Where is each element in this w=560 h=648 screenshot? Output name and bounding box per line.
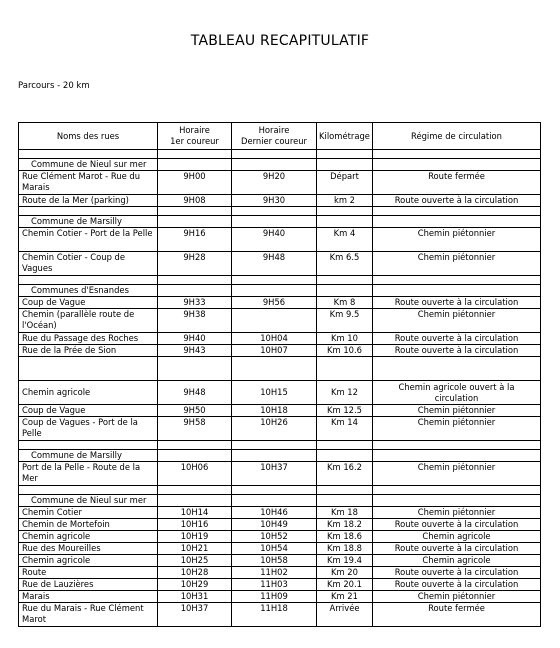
mileage-cell: Arrivée [317, 603, 373, 627]
table-row [19, 531, 541, 543]
first-runner-time-cell: 10H29 [158, 579, 232, 591]
first-runner-time-cell: 10H25 [158, 555, 232, 567]
street-name-cell: Route de la Mer (parking) [19, 195, 158, 207]
commune-name: Communes d'Esnandes [19, 285, 158, 297]
traffic-regime-cell: Route ouverte à la circulation [373, 567, 541, 579]
last-runner-time-cell: 11H02 [232, 567, 317, 579]
street-name-cell: Rue du Marais - Rue Clément Marot [19, 603, 158, 627]
mileage-cell: Km 9.5 [317, 309, 373, 333]
mileage-cell: Km 4 [317, 228, 373, 252]
traffic-regime-cell: Chemin piétonnier [373, 252, 541, 276]
first-runner-time-cell: 10H28 [158, 567, 232, 579]
spacer-row [19, 276, 541, 285]
street-name-cell [19, 357, 158, 381]
traffic-regime-cell: Chemin agricole ouvert à la circulation [373, 381, 541, 405]
table-row [19, 603, 541, 627]
first-runner-time-cell: 10H06 [158, 462, 232, 486]
last-runner-time-cell: 10H46 [232, 507, 317, 519]
first-runner-time-cell: 10H14 [158, 507, 232, 519]
spacer-row [19, 486, 541, 495]
empty-cell [317, 159, 373, 171]
street-name-cell: Rue de Lauzières [19, 579, 158, 591]
last-runner-time-cell: 10H37 [232, 462, 317, 486]
empty-cell [317, 216, 373, 228]
street-name-cell: Chemin agricole [19, 555, 158, 567]
table-body [19, 150, 541, 627]
spacer-cell [373, 276, 541, 285]
mileage-cell: Km 16.2 [317, 462, 373, 486]
empty-cell [317, 495, 373, 507]
street-name-cell: Rue des Moureilles [19, 543, 158, 555]
table-row [19, 297, 541, 309]
commune-section-row [19, 285, 541, 297]
spacer-cell [19, 486, 158, 495]
last-runner-time-cell: 9H48 [232, 252, 317, 276]
spacer-cell [19, 276, 158, 285]
last-runner-time-cell: 10H04 [232, 333, 317, 345]
table-row [19, 252, 541, 276]
last-runner-time-cell: 9H30 [232, 195, 317, 207]
last-runner-time-cell: 10H54 [232, 543, 317, 555]
spacer-row [19, 441, 541, 450]
traffic-regime-cell: Route fermée [373, 171, 541, 195]
spacer-cell [373, 207, 541, 216]
spacer-cell [232, 207, 317, 216]
last-runner-time-cell: 10H15 [232, 381, 317, 405]
traffic-regime-cell: Route ouverte à la circulation [373, 195, 541, 207]
last-runner-time-cell [232, 309, 317, 333]
traffic-regime-cell: Chemin agricole [373, 531, 541, 543]
table-row [19, 405, 541, 417]
street-name-cell: Chemin agricole [19, 531, 158, 543]
spacer-row [19, 150, 541, 159]
table-row [19, 333, 541, 345]
commune-name: Commune de Nieul sur mer [19, 495, 158, 507]
empty-cell [232, 285, 317, 297]
table-row [19, 417, 541, 441]
first-runner-time-cell: 9H48 [158, 381, 232, 405]
last-runner-time-cell: 9H20 [232, 171, 317, 195]
traffic-regime-cell: Chemin piétonnier [373, 228, 541, 252]
table-row [19, 195, 541, 207]
spacer-cell [232, 441, 317, 450]
empty-cell [232, 495, 317, 507]
first-runner-time-cell: 9H28 [158, 252, 232, 276]
spacer-cell [158, 486, 232, 495]
first-runner-time-cell: 9H40 [158, 333, 232, 345]
last-runner-time-cell: 10H07 [232, 345, 317, 357]
traffic-regime-cell: Chemin agricole [373, 555, 541, 567]
empty-cell [158, 216, 232, 228]
header-street-names: Noms des rues [19, 123, 158, 150]
traffic-regime-cell: Chemin piétonnier [373, 417, 541, 441]
header-first-runner-line2: 1er coureur [170, 136, 219, 146]
mileage-cell: Km 18.2 [317, 519, 373, 531]
spacer-cell [232, 150, 317, 159]
spacer-cell [317, 207, 373, 216]
last-runner-time-cell: 10H58 [232, 555, 317, 567]
mileage-cell: Km 12 [317, 381, 373, 405]
commune-name: Commune de Marsilly [19, 450, 158, 462]
empty-cell [373, 285, 541, 297]
spacer-cell [373, 150, 541, 159]
mileage-cell: Km 18 [317, 507, 373, 519]
spacer-cell [158, 207, 232, 216]
page-title: TABLEAU RECAPITULATIF [190, 33, 370, 49]
first-runner-time-cell: 9H58 [158, 417, 232, 441]
table-row [19, 462, 541, 486]
street-name-cell: Rue de la Prée de Sion [19, 345, 158, 357]
commune-name: Commune de Nieul sur mer [19, 159, 158, 171]
street-name-cell: Chemin (parallèle route de l'Océan) [19, 309, 158, 333]
spacer-cell [19, 207, 158, 216]
traffic-regime-cell: Chemin piétonnier [373, 462, 541, 486]
first-runner-time-cell: 9H38 [158, 309, 232, 333]
summary-table [18, 122, 541, 627]
course-subtitle: Parcours - 20 km [18, 81, 90, 91]
traffic-regime-cell: Route ouverte à la circulation [373, 519, 541, 531]
street-name-cell: Chemin Cotier - Coup de Vagues [19, 252, 158, 276]
empty-cell [373, 450, 541, 462]
mileage-cell: Km 19.4 [317, 555, 373, 567]
empty-cell [317, 285, 373, 297]
street-name-cell: Chemin Cotier [19, 507, 158, 519]
empty-cell [232, 216, 317, 228]
mileage-cell: Km 20.1 [317, 579, 373, 591]
traffic-regime-cell: Chemin piétonnier [373, 507, 541, 519]
mileage-cell: Km 21 [317, 591, 373, 603]
empty-cell [158, 159, 232, 171]
street-name-cell: Coup de Vague [19, 297, 158, 309]
table-row [19, 228, 541, 252]
spacer-cell [158, 150, 232, 159]
commune-name: Commune de Marsilly [19, 216, 158, 228]
header-last-runner-line1: Horaire [258, 125, 290, 135]
table-row [19, 591, 541, 603]
first-runner-time-cell: 10H31 [158, 591, 232, 603]
table-row [19, 567, 541, 579]
last-runner-time-cell: 10H26 [232, 417, 317, 441]
table-row [19, 345, 541, 357]
spacer-cell [19, 150, 158, 159]
traffic-regime-cell: Route fermée [373, 603, 541, 627]
empty-cell [373, 495, 541, 507]
header-mileage: Kilométrage [317, 123, 373, 150]
table-row [19, 309, 541, 333]
spacer-cell [158, 441, 232, 450]
last-runner-time-cell: 11H09 [232, 591, 317, 603]
mileage-cell: Départ [317, 171, 373, 195]
last-runner-time-cell: 10H18 [232, 405, 317, 417]
empty-cell [373, 159, 541, 171]
traffic-regime-cell: Route ouverte à la circulation [373, 345, 541, 357]
last-runner-time-cell: 10H49 [232, 519, 317, 531]
header-first-runner [158, 123, 232, 150]
first-runner-time-cell: 10H21 [158, 543, 232, 555]
commune-section-row [19, 216, 541, 228]
empty-cell [158, 495, 232, 507]
traffic-regime-cell: Chemin piétonnier [373, 309, 541, 333]
spacer-cell [373, 441, 541, 450]
street-name-cell: Route [19, 567, 158, 579]
traffic-regime-cell: Route ouverte à la circulation [373, 543, 541, 555]
commune-section-row [19, 159, 541, 171]
table-row [19, 543, 541, 555]
spacer-cell [317, 150, 373, 159]
empty-cell [158, 450, 232, 462]
mileage-cell: Km 10 [317, 333, 373, 345]
mileage-cell: km 2 [317, 195, 373, 207]
first-runner-time-cell: 9H16 [158, 228, 232, 252]
street-name-cell: Chemin Cotier - Port de la Pelle [19, 228, 158, 252]
table-row [19, 555, 541, 567]
street-name-cell: Port de la Pelle - Route de la Mer [19, 462, 158, 486]
mileage-cell: Km 18.8 [317, 543, 373, 555]
mileage-cell: Km 20 [317, 567, 373, 579]
mileage-cell [317, 357, 373, 381]
last-runner-time-cell: 11H18 [232, 603, 317, 627]
traffic-regime-cell: Chemin piétonnier [373, 405, 541, 417]
empty-cell [373, 216, 541, 228]
first-runner-time-cell: 10H16 [158, 519, 232, 531]
street-name-cell: Chemin agricole [19, 381, 158, 405]
last-runner-time-cell: 9H40 [232, 228, 317, 252]
last-runner-time-cell [232, 357, 317, 381]
table-row [19, 519, 541, 531]
empty-cell [158, 285, 232, 297]
first-runner-time-cell: 9H50 [158, 405, 232, 417]
street-name-cell: Coup de Vagues - Port de la Pelle [19, 417, 158, 441]
mileage-cell: Km 14 [317, 417, 373, 441]
mileage-cell: Km 12.5 [317, 405, 373, 417]
mileage-cell: Km 18.6 [317, 531, 373, 543]
empty-cell [317, 450, 373, 462]
empty-cell [232, 450, 317, 462]
spacer-cell [317, 441, 373, 450]
table-row [19, 579, 541, 591]
table-row [19, 507, 541, 519]
mileage-cell: Km 6.5 [317, 252, 373, 276]
commune-section-row [19, 450, 541, 462]
traffic-regime-cell: Route ouverte à la circulation [373, 297, 541, 309]
spacer-cell [232, 276, 317, 285]
first-runner-time-cell: 10H19 [158, 531, 232, 543]
traffic-regime-cell [373, 357, 541, 381]
table-row [19, 357, 541, 381]
mileage-cell: Km 10.6 [317, 345, 373, 357]
header-last-runner-line2: Dernier coureur [241, 136, 307, 146]
spacer-cell [373, 486, 541, 495]
table-row [19, 171, 541, 195]
street-name-cell: Coup de Vague [19, 405, 158, 417]
street-name-cell: Rue Clément Marot - Rue du Marais [19, 171, 158, 195]
traffic-regime-cell: Chemin piétonnier [373, 591, 541, 603]
last-runner-time-cell: 9H56 [232, 297, 317, 309]
first-runner-time-cell: 9H43 [158, 345, 232, 357]
first-runner-time-cell [158, 357, 232, 381]
mileage-cell: Km 8 [317, 297, 373, 309]
spacer-cell [317, 276, 373, 285]
street-name-cell: Chemin de Mortefoin [19, 519, 158, 531]
spacer-cell [232, 486, 317, 495]
street-name-cell: Rue du Passage des Roches [19, 333, 158, 345]
first-runner-time-cell: 10H37 [158, 603, 232, 627]
spacer-cell [317, 486, 373, 495]
street-name-cell: Marais [19, 591, 158, 603]
spacer-cell [158, 276, 232, 285]
first-runner-time-cell: 9H33 [158, 297, 232, 309]
first-runner-time-cell: 9H00 [158, 171, 232, 195]
traffic-regime-cell: Route ouverte à la circulation [373, 333, 541, 345]
table-row [19, 381, 541, 405]
last-runner-time-cell: 11H03 [232, 579, 317, 591]
header-last-runner [232, 123, 317, 150]
spacer-row [19, 207, 541, 216]
first-runner-time-cell: 9H08 [158, 195, 232, 207]
last-runner-time-cell: 10H52 [232, 531, 317, 543]
header-first-runner-line1: Horaire [179, 125, 210, 135]
traffic-regime-cell: Route ouverte à la circulation [373, 579, 541, 591]
header-traffic-regime: Régime de circulation [373, 123, 541, 150]
empty-cell [232, 159, 317, 171]
commune-section-row [19, 495, 541, 507]
spacer-cell [19, 441, 158, 450]
table-header-row [19, 123, 541, 150]
